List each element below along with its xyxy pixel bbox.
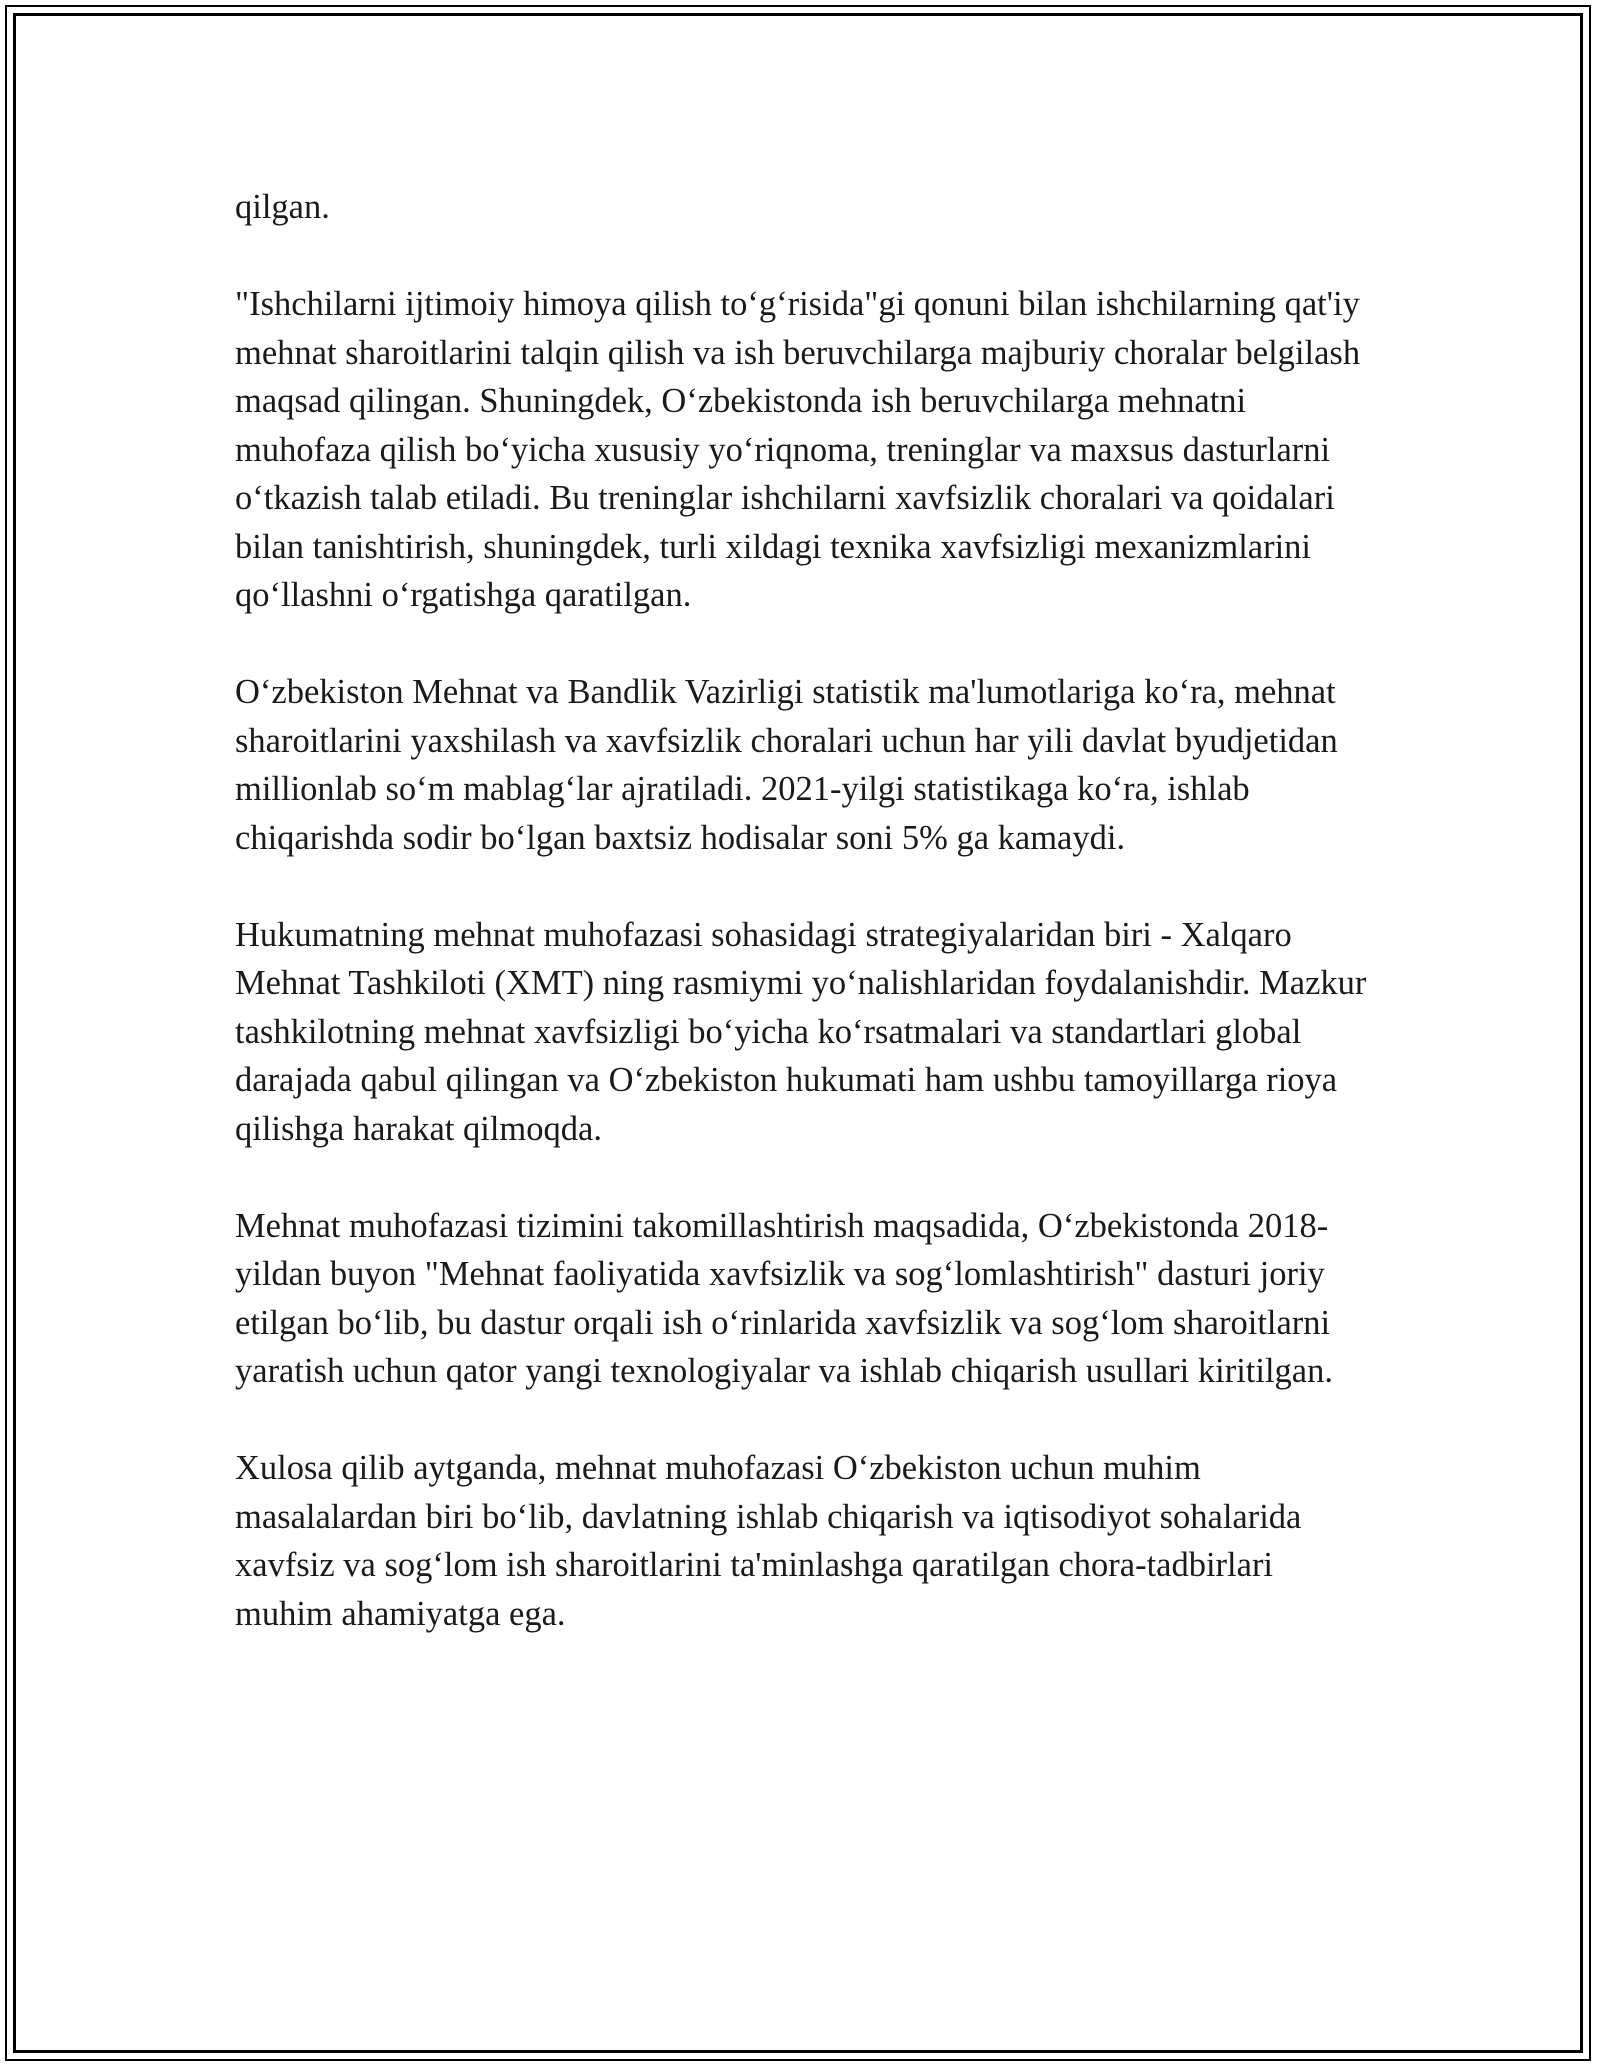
paragraph-ilo-strategy: Hukumatning mehnat muhofazasi sohasidagi strategiyalaridan biri - Xalqaro Mehnat Tashkiloti (XMT) ning rasmiymi yoʻnalishlaridan foydalanishdir. Mazkur tashkilotning mehnat xavfsizligi boʻyicha koʻrsatmalari va standartlari global darajada qabul qilingan va Oʻzbekiston hukumati ham ushbu tamoyillarga rioya qilishga harakat qilmoqda. [235,915,1367,1148]
paragraph-continuation: qilgan. [235,188,330,226]
document-body [235,183,1375,1687]
paragraph-conclusion: Xulosa qilib aytganda, mehnat muhofazasi Oʻzbekiston uchun muhim masalalardan biri boʻlib, davlatning ishlab chiqarish va iqtisodiyot sohalarida xavfsiz va sogʻlom ish sharoitlarini ta'minlashga qaratilgan chora-tadbirlari muhim ahamiyatga ega. [235,1449,1302,1633]
paragraph-safety-program: Mehnat muhofazasi tizimini takomillashtirish maqsadida, Oʻzbekistonda 2018-yildan buyon "Mehnat faoliyatida xavfsizlik va sogʻlomlashtirish" dasturi joriy etilgan boʻlib, bu dastur orqali ish oʻrinlarida xavfsizlik va sogʻlom sharoitlarni yaratish uchun qator yangi texnologiyalar va ishlab chiqarish usullari kiritilgan. [235,1206,1333,1390]
paragraph-ministry-statistics: Oʻzbekiston Mehnat va Bandlik Vazirligi statistik ma'lumotlariga koʻra, mehnat sharoitlarini yaxshilash va xavfsizlik choralari uchun har yili davlat byudjetidan millionlab soʻm mablagʻlar ajratiladi. 2021-yilgi statistikaga koʻra, ishlab chiqarishda sodir boʻlgan baxtsiz hodisalar soni 5% ga kamaydi. [235,673,1338,857]
paragraph-worker-protection-law: "Ishchilarni ijtimoiy himoya qilish toʻgʻrisida"gi qonuni bilan ishchilarning qat'iy mehnat sharoitlarini talqin qilish va ish beruvchilarga majburiy choralar belgilash maqsad qilingan. Shuningdek, Oʻzbekistonda ish beruvchilarga mehnatni muhofaza qilish boʻyicha xususiy yoʻriqnoma, treninglar va maxsus dasturlarni oʻtkazish talab etiladi. Bu treninglar ishchilarni xavfsizlik choralari va qoidalari bilan tanishtirish, shuningdek, turli xildagi texnika xavfsizligi mexanizmlarini qoʻllashni oʻrgatishga qaratilgan. [235,285,1361,614]
